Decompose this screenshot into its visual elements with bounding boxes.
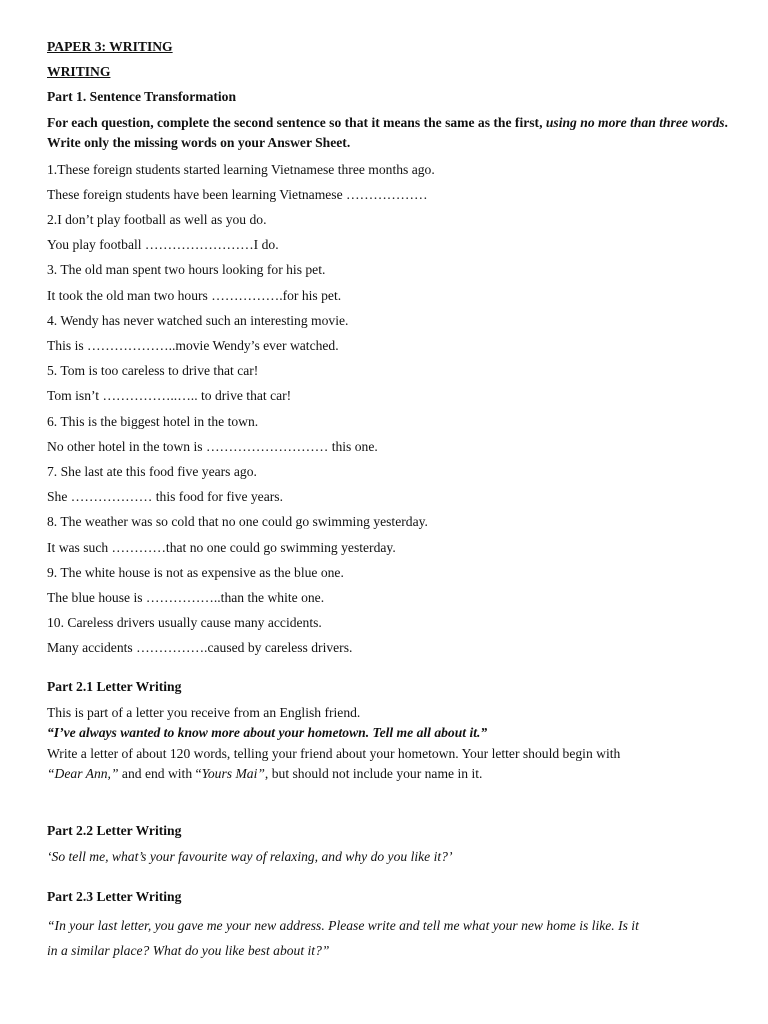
part21-intro: This is part of a letter you receive from an English friend.	[47, 704, 361, 720]
item-10-original: 10. Careless drivers usually cause many accidents.	[47, 615, 322, 631]
item-6-rewrite: No other hotel in the town is ……………………… this one.	[47, 438, 378, 454]
item-2-original: 2.I don’t play football as well as you do.	[47, 212, 267, 228]
instruction-text-emphasis: using no more than three words	[545, 114, 725, 130]
item-9-original: 9. The white house is not as expensive as the blue one.	[47, 564, 344, 580]
instruction-text-a: For each question, complete the second sentence so that it means the same as the first,	[47, 114, 546, 130]
part22-quote: ‘So tell me, what’s your favourite way of relaxing, and why do you like it?’	[47, 848, 453, 864]
paper-heading: PAPER 3: WRITING	[47, 39, 173, 54]
item-2-rewrite: You play football ……………………I do.	[47, 237, 279, 253]
section-heading: WRITING	[47, 64, 111, 80]
part21-task-line2	[47, 764, 728, 785]
part21-quote: “I’ve always wanted to know more about your hometown. Tell me all about it.”	[47, 725, 488, 741]
part23-title: Part 2.3 Letter Writing	[47, 889, 182, 905]
item-8-rewrite: It was such …………that no one could go swimming yesterday.	[47, 539, 396, 555]
part21-title: Part 2.1 Letter Writing	[47, 678, 182, 694]
item-1-rewrite: These foreign students have been learning Vietnamese ………………	[47, 186, 428, 202]
item-9-rewrite: The blue house is ……………..than the white one.	[47, 590, 325, 606]
item-10-rewrite: Many accidents …………….caused by careless drivers.	[47, 640, 353, 656]
item-6-original: 6. This is the biggest hotel in the town.	[47, 413, 259, 429]
part23-quote-line1: “In your last letter, you gave me your new address. Please write and tell me what your new home is like. Is it	[47, 918, 639, 934]
task-greeting: “Dear Ann,”	[47, 766, 119, 782]
item-4-original: 4. Wendy has never watched such an interesting movie.	[47, 312, 349, 328]
instruction-text-c: . Write only the missing words on your Answer Sheet.	[47, 114, 728, 151]
item-7-original: 7. She last ate this food five years ago.	[47, 464, 257, 480]
part1-title: Part 1. Sentence Transformation	[47, 89, 237, 105]
item-3-rewrite: It took the old man two hours …………….for his pet.	[47, 287, 342, 303]
item-5-rewrite: Tom isn’t ……………..….. to drive that car!	[47, 388, 292, 404]
item-4-rewrite: This is ………………..movie Wendy’s ever watched.	[47, 338, 339, 354]
item-8-original: 8. The weather was so cold that no one could go swimming yesterday.	[47, 514, 428, 530]
transformation-list	[47, 157, 728, 661]
task-end: , but should not include your name in it.	[264, 766, 483, 782]
item-7-rewrite: She ……………… this food for five years.	[47, 489, 283, 505]
task-mid: and end with “	[118, 766, 202, 782]
part22-title: Part 2.2 Letter Writing	[47, 822, 182, 838]
part21-task-line1: Write a letter of about 120 words, telling your friend about your hometown. Your letter should begin with	[47, 745, 621, 761]
item-3-original: 3. The old man spent two hours looking for his pet.	[47, 262, 326, 278]
task-signoff: Yours Mai”	[201, 766, 265, 782]
part23-quote-line2: in a similar place? What do you like best about it?”	[47, 943, 330, 959]
item-1-original: 1.These foreign students started learning Vietnamese three months ago.	[47, 161, 435, 177]
part1-instruction	[47, 113, 728, 154]
item-5-original: 5. Tom is too careless to drive that car!	[47, 363, 259, 379]
